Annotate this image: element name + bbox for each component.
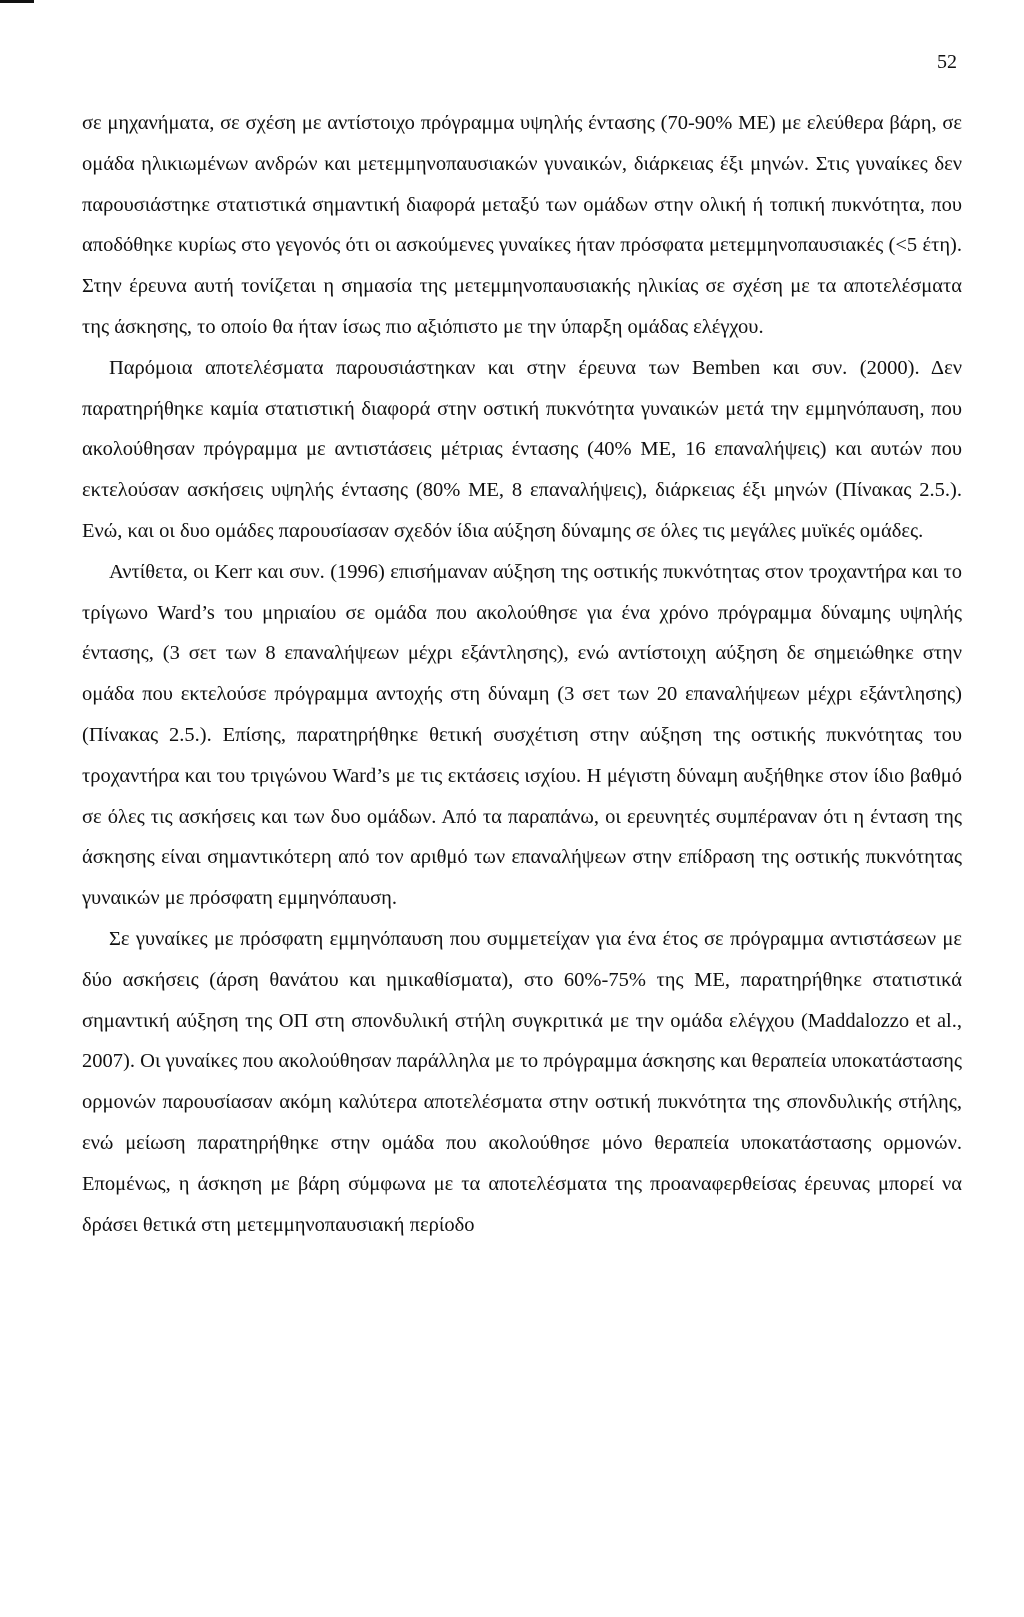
scan-edge-mark <box>0 0 34 3</box>
paragraph-4: Σε γυναίκες με πρόσφατη εμμηνόπαυση που συμμετείχαν για ένα έτος σε πρόγραμμα αντιστάσεων με δύο ασκήσεις (άρση θανάτου και ημικαθίσματα), στο 60%-75% της ΜΕ, παρατηρήθηκε στατιστικά σημαντική αύξηση της ΟΠ στη σπονδυλική στήλη συγκριτικά με την ομάδα ελέγχου (Maddalozzo et al., 2007). Οι γυναίκες που ακολούθησαν παράλληλα με το πρόγραμμα άσκησης και θεραπεία υποκατάστασης ορμονών παρουσίασαν ακόμη καλύτερα αποτελέσματα στην οστική πυκνότητα της σπονδυλικής στήλης, ενώ μείωση παρατηρήθηκε στην ομάδα που ακολούθησε μόνο θεραπεία υποκατάστασης ορμονών. Επομένως, η άσκηση με βάρη σύμφωνα με τα αποτελέσματα της προαναφερθείσας έρευνας μπορεί να δράσει θετικά στη μετεμμηνοπαυσιακή περίοδο <box>82 927 962 1236</box>
paragraph-1: σε μηχανήματα, σε σχέση με αντίστοιχο πρόγραμμα υψηλής έντασης (70-90% ΜΕ) με ελεύθερα βάρη, σε ομάδα ηλικιωμένων ανδρών και μετεμμηνοπαυσιακών γυναικών, διάρκειας έξι μηνών. Στις γυναίκες δεν παρουσιάστηκε στατιστικά σημαντική διαφορά μεταξύ των ομάδων στην ολική ή τοπική πυκνότητα, που αποδόθηκε κυρίως στο γεγονός ότι οι ασκούμενες γυναίκες ήταν πρόσφατα μετεμμηνοπαυσιακές (<5 έτη). Στην έρευνα αυτή τονίζεται η σημασία της μετεμμηνοπαυσιακής ηλικίας σε σχέση με τα αποτελέσματα της άσκησης, το οποίο θα ήταν ίσως πιο αξιόπιστο με την ύπαρξη ομάδας ελέγχου. <box>82 112 962 338</box>
body-text <box>82 103 962 1245</box>
paragraph-2: Παρόμοια αποτελέσματα παρουσιάστηκαν και στην έρευνα των Bemben και συν. (2000). Δεν παρατηρήθηκε καμία στατιστική διαφορά στην οστική πυκνότητα γυναικών μετά την εμμηνόπαυση, που ακολούθησαν πρόγραμμα με αντιστάσεις μέτριας έντασης (40% ΜΕ, 16 επαναλήψεις) και αυτών που εκτελούσαν ασκήσεις υψηλής έντασης (80% ΜΕ, 8 επαναλήψεις), διάρκειας έξι μηνών (Πίνακας 2.5.). Ενώ, και οι δυο ομάδες παρουσίασαν σχεδόν ίδια αύξηση δύναμης σε όλες τις μεγάλες μυϊκές ομάδες. <box>82 356 962 542</box>
paragraph-3: Αντίθετα, οι Kerr και συν. (1996) επισήμαναν αύξηση της οστικής πυκνότητας στον τροχαντήρα και το τρίγωνο Ward’s του μηριαίου σε ομάδα που ακολούθησε για ένα χρόνο πρόγραμμα δύναμης υψηλής έντασης, (3 σετ των 8 επαναλήψεων μέχρι εξάντλησης), ενώ αντίστοιχη αύξηση δε σημειώθηκε στην ομάδα που εκτελούσε πρόγραμμα αντοχής στη δύναμη (3 σετ των 20 επαναλήψεων μέχρι εξάντλησης) (Πίνακας 2.5.). Επίσης, παρατηρήθηκε θετική συσχέτιση στην αύξηση της οστικής πυκνότητας του τροχαντήρα και του τριγώνου Ward’s με τις εκτάσεις ισχίου. Η μέγιστη δύναμη αυξήθηκε στον ίδιο βαθμό σε όλες τις ασκήσεις και των δυο ομάδων. Από τα παραπάνω, οι ερευνητές συμπέραναν ότι η ένταση της άσκησης είναι σημαντικότερη από τον αριθμό των επαναλήψεων στην επίδραση της οστικής πυκνότητας γυναικών με πρόσφατη εμμηνόπαυση. <box>82 560 962 910</box>
page-number: 52 <box>937 51 957 73</box>
